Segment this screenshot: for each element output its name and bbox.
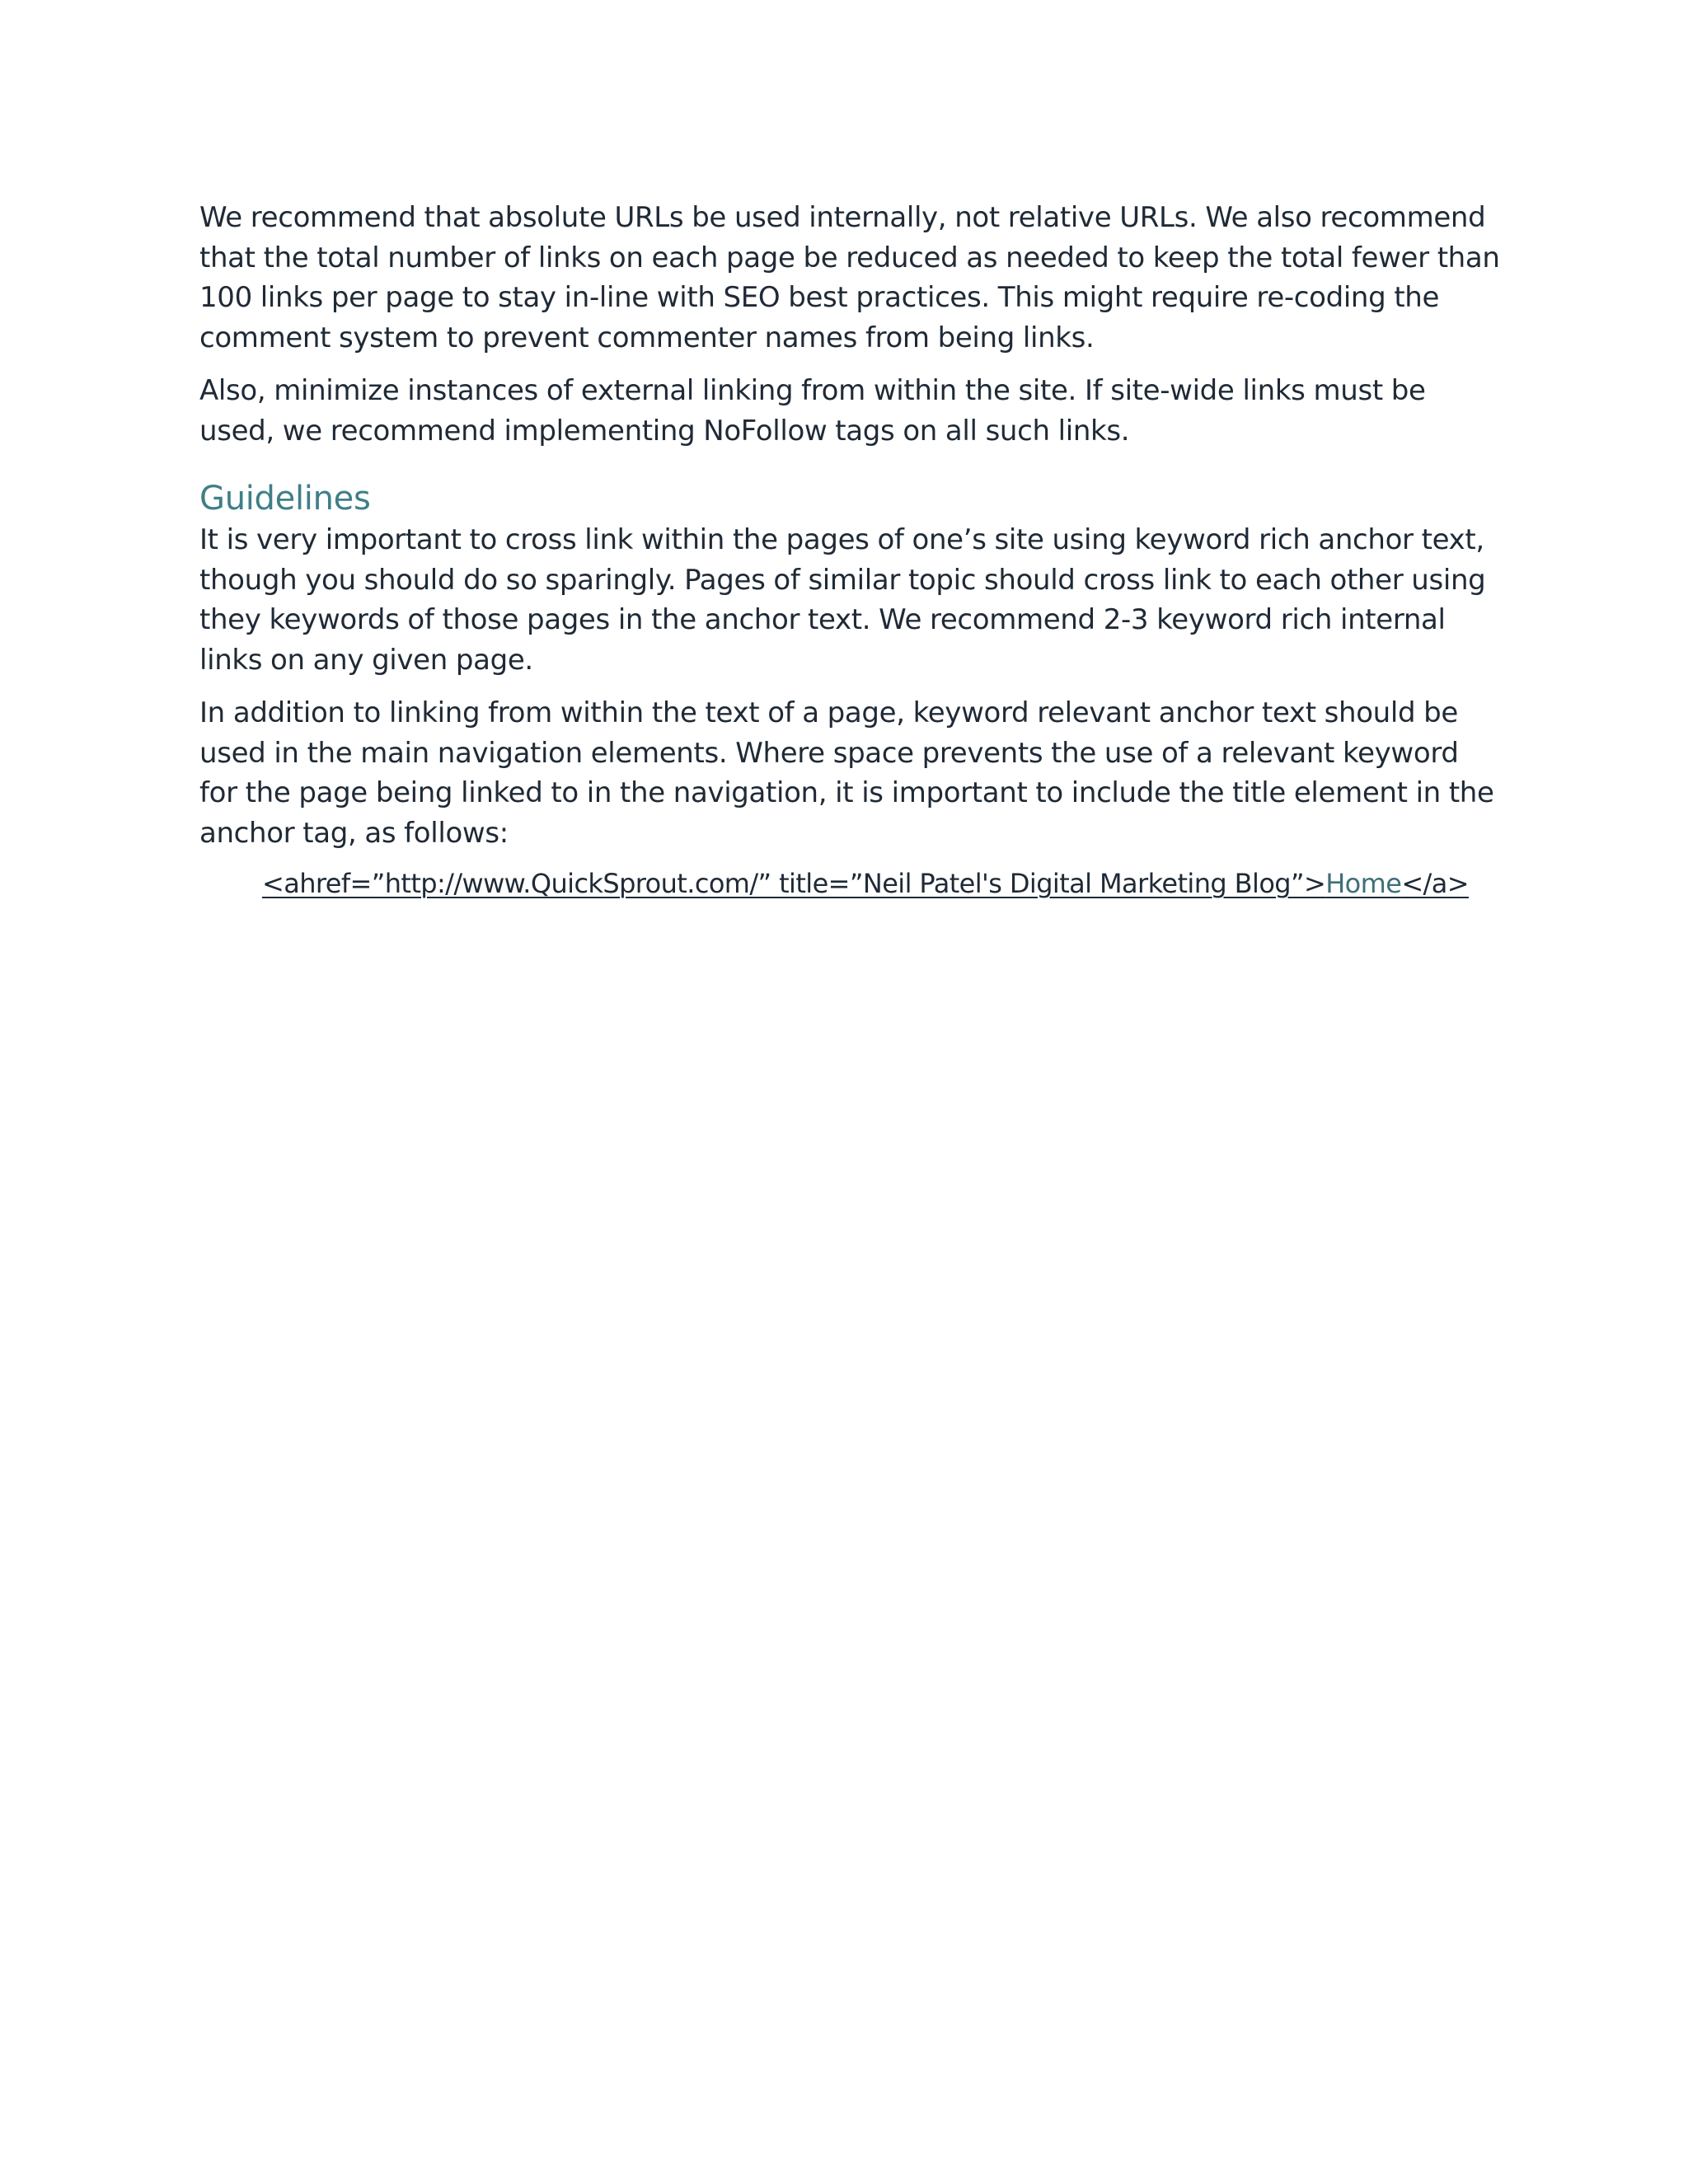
document-page: [199, 198, 1502, 901]
paragraph-cross-linking: It is very important to cross link within the pages of one’s site using keyword rich anchor text, though you should do so sparingly. Pages of similar topic should cross link to each other using they keywords of those pages in the anchor text. We recommend 2-3 keyword rich internal links on any given page.: [199, 523, 1486, 677]
paragraph-navigation-anchor-text: In addition to linking from within the text of a page, keyword relevant anchor text should be used in the main navigation elements. Where space prevents the use of a relevant keyword for the page being linked to in the navigation, it is important to include the title element in the anchor tag, as follows:: [199, 696, 1494, 850]
code-example-home-link[interactable]: Home: [1325, 868, 1402, 899]
code-example-suffix: </a>: [1401, 868, 1469, 899]
code-example-prefix: <ahref=”http://www.QuickSprout.com/” title=”Neil Patel's Digital Marketing Blog”>: [262, 868, 1326, 899]
paragraph-absolute-urls: We recommend that absolute URLs be used internally, not relative URLs. We also recommend that the total number of links on each page be reduced as needed to keep the total fewer than 100 links per page to stay in-line with SEO best practices. This might require re-coding the comment system to prevent commenter names from being links.: [199, 201, 1500, 354]
paragraph-external-linking: Also, minimize instances of external linking from within the site. If site-wide links must be used, we recommend implementing NoFollow tags on all such links.: [199, 374, 1426, 448]
anchor-tag-code-example: [262, 866, 1502, 901]
section-heading-guidelines: Guidelines: [199, 480, 371, 518]
